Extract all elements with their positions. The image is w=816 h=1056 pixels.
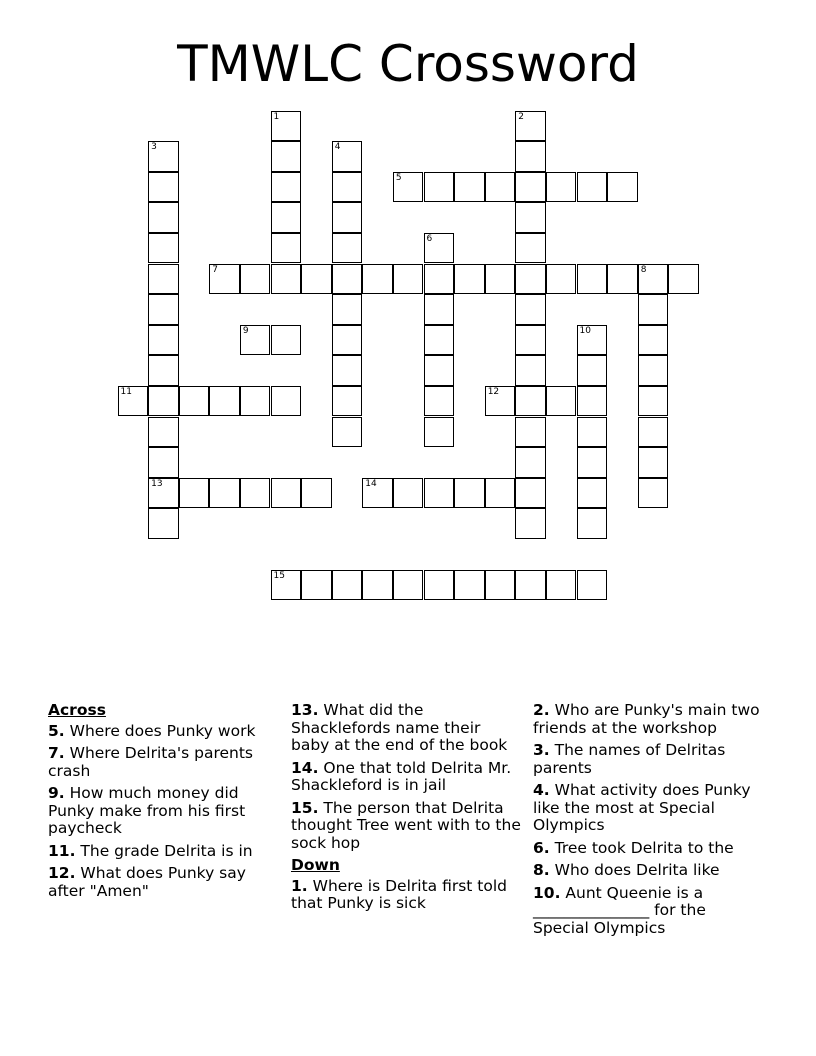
grid-cell[interactable] bbox=[362, 264, 393, 295]
grid-cell[interactable] bbox=[424, 478, 455, 509]
grid-cell[interactable] bbox=[515, 294, 546, 325]
clue-across-5: 5. Where does Punky work bbox=[48, 721, 256, 740]
grid-cell[interactable] bbox=[546, 386, 577, 417]
grid-cell[interactable] bbox=[638, 447, 669, 478]
grid-cell[interactable] bbox=[332, 202, 363, 233]
grid-cell[interactable] bbox=[515, 264, 546, 295]
grid-cell[interactable] bbox=[515, 478, 546, 509]
grid-cell[interactable] bbox=[148, 355, 179, 386]
clue-down-2: 2. Who are Punky's main two friends at the workshop bbox=[533, 701, 760, 737]
grid-cell[interactable] bbox=[393, 478, 424, 509]
grid-cell[interactable] bbox=[515, 355, 546, 386]
clue-number: 11 bbox=[120, 386, 132, 397]
grid-cell[interactable] bbox=[638, 264, 669, 295]
grid-cell[interactable] bbox=[271, 202, 302, 233]
grid-cell[interactable] bbox=[393, 172, 424, 203]
clue-across-7: 7. Where Delrita's parents crash bbox=[48, 744, 253, 780]
grid-cell[interactable] bbox=[332, 417, 363, 448]
grid-cell[interactable] bbox=[577, 508, 608, 539]
grid-cell[interactable] bbox=[607, 172, 638, 203]
clue-number: 1 bbox=[273, 111, 280, 122]
grid-cell[interactable] bbox=[118, 386, 149, 417]
grid-cell[interactable] bbox=[271, 111, 302, 142]
grid-cell[interactable] bbox=[638, 417, 669, 448]
grid-cell[interactable] bbox=[301, 570, 332, 601]
clue-down-1: 1. Where is Delrita first told that Punky is sick bbox=[291, 876, 507, 912]
grid-cell[interactable] bbox=[577, 325, 608, 356]
grid-cell[interactable] bbox=[577, 478, 608, 509]
grid-cell[interactable] bbox=[332, 233, 363, 264]
clue-number: 10 bbox=[579, 325, 591, 336]
grid-cell[interactable] bbox=[515, 172, 546, 203]
clues-column-1 bbox=[48, 702, 280, 905]
grid-cell[interactable] bbox=[209, 478, 240, 509]
grid-cell[interactable] bbox=[546, 570, 577, 601]
grid-cell[interactable] bbox=[424, 570, 455, 601]
clue-down-3: 3. The names of Delritas parents bbox=[533, 741, 726, 777]
grid-cell[interactable] bbox=[332, 294, 363, 325]
clue-number: 12 bbox=[487, 386, 500, 397]
grid-cell[interactable] bbox=[515, 417, 546, 448]
clue-down-8: 8. Who does Delrita like bbox=[533, 861, 720, 879]
grid-cell[interactable] bbox=[485, 172, 516, 203]
grid-cell[interactable] bbox=[240, 264, 271, 295]
grid-cell[interactable] bbox=[485, 264, 516, 295]
grid-cell[interactable] bbox=[577, 570, 608, 601]
clue-down-10: 10. Aunt Queenie is a _______________ for the Special Olympics bbox=[533, 883, 706, 937]
clues-column-2 bbox=[291, 702, 523, 918]
grid-cell[interactable] bbox=[393, 264, 424, 295]
grid-cell[interactable] bbox=[515, 111, 546, 142]
grid-cell[interactable] bbox=[240, 325, 271, 356]
clues-column-3 bbox=[533, 702, 765, 942]
grid-cell[interactable] bbox=[424, 264, 455, 295]
grid-cell[interactable] bbox=[546, 264, 577, 295]
clue-across-14: 14. One that told Delrita Mr. Shackleford is in jail bbox=[291, 758, 512, 794]
grid-cell[interactable] bbox=[301, 478, 332, 509]
grid-cell[interactable] bbox=[148, 478, 179, 509]
grid-cell[interactable] bbox=[179, 386, 210, 417]
grid-cell[interactable] bbox=[515, 233, 546, 264]
grid-cell[interactable] bbox=[424, 172, 455, 203]
clue-number: 5 bbox=[395, 172, 402, 183]
grid-cell[interactable] bbox=[454, 172, 485, 203]
clue-down-4: 4. What activity does Punky like the most at Special Olympics bbox=[533, 781, 751, 834]
grid-cell[interactable] bbox=[638, 294, 669, 325]
clue-number: 15 bbox=[273, 570, 285, 581]
grid-cell[interactable] bbox=[515, 386, 546, 417]
clue-across-11: 11. The grade Delrita is in bbox=[48, 841, 253, 860]
grid-cell[interactable] bbox=[148, 508, 179, 539]
clue-across-9: 9. How much money did Punky make from his first paycheck bbox=[48, 784, 246, 837]
grid-cell[interactable] bbox=[362, 478, 393, 509]
grid-cell[interactable] bbox=[577, 172, 608, 203]
clue-number: 13 bbox=[151, 478, 163, 489]
grid-cell[interactable] bbox=[148, 264, 179, 295]
grid-cell[interactable] bbox=[515, 202, 546, 233]
clue-down-6: 6. Tree took Delrita to the bbox=[533, 838, 734, 857]
page-title: TMWLC Crossword bbox=[177, 35, 639, 93]
grid-cell[interactable] bbox=[148, 172, 179, 203]
grid-cell[interactable] bbox=[332, 570, 363, 601]
grid-cell[interactable] bbox=[332, 264, 363, 295]
clue-number: 4 bbox=[334, 142, 341, 153]
grid-cell[interactable] bbox=[271, 141, 302, 172]
grid-cell[interactable] bbox=[240, 478, 271, 509]
grid-cell[interactable] bbox=[515, 570, 546, 601]
grid-cell[interactable] bbox=[271, 570, 302, 601]
grid-cell[interactable] bbox=[332, 141, 363, 172]
grid-cell[interactable] bbox=[638, 325, 669, 356]
grid-cell[interactable] bbox=[515, 141, 546, 172]
grid-cell[interactable] bbox=[148, 233, 179, 264]
grid-cell[interactable] bbox=[577, 447, 608, 478]
clue-number: 7 bbox=[212, 264, 219, 275]
grid-cell[interactable] bbox=[332, 386, 363, 417]
grid-cell[interactable] bbox=[577, 355, 608, 386]
clue-across-13: 13. What did the Shacklefords name their baby at the end of the book bbox=[291, 701, 508, 754]
grid-cell[interactable] bbox=[424, 325, 455, 356]
grid-cell[interactable] bbox=[454, 478, 485, 509]
grid-cell[interactable] bbox=[240, 386, 271, 417]
grid-cell[interactable] bbox=[546, 172, 577, 203]
grid-cell[interactable] bbox=[148, 141, 179, 172]
grid-cell[interactable] bbox=[271, 172, 302, 203]
grid-cell[interactable] bbox=[332, 325, 363, 356]
grid-cell[interactable] bbox=[148, 417, 179, 448]
grid-cell[interactable] bbox=[424, 417, 455, 448]
grid-cell[interactable] bbox=[515, 508, 546, 539]
clue-number: 6 bbox=[426, 233, 433, 244]
grid-cell[interactable] bbox=[515, 325, 546, 356]
grid-cell[interactable] bbox=[148, 386, 179, 417]
grid-cell[interactable] bbox=[485, 570, 516, 601]
clue-number: 8 bbox=[640, 264, 647, 275]
grid-cell[interactable] bbox=[424, 386, 455, 417]
grid-cell[interactable] bbox=[301, 264, 332, 295]
grid-cell[interactable] bbox=[454, 570, 485, 601]
grid-cell[interactable] bbox=[271, 325, 302, 356]
grid-cell[interactable] bbox=[332, 172, 363, 203]
grid-cell[interactable] bbox=[424, 355, 455, 386]
clue-across-12: 12. What does Punky say after "Amen" bbox=[48, 864, 246, 900]
clue-number: 9 bbox=[242, 325, 249, 336]
grid-cell[interactable] bbox=[148, 447, 179, 478]
grid-cell[interactable] bbox=[638, 386, 669, 417]
across-header: Across bbox=[48, 701, 106, 719]
grid-cell[interactable] bbox=[485, 478, 516, 509]
down-header: Down bbox=[291, 856, 340, 874]
grid-cell[interactable] bbox=[332, 355, 363, 386]
grid-cell[interactable] bbox=[577, 417, 608, 448]
clue-across-15: 15. The person that Delrita thought Tree went with to the sock hop bbox=[291, 798, 521, 852]
grid-cell[interactable] bbox=[271, 478, 302, 509]
grid-cell[interactable] bbox=[362, 570, 393, 601]
grid-cell[interactable] bbox=[668, 264, 699, 295]
grid-cell[interactable] bbox=[148, 202, 179, 233]
grid-cell[interactable] bbox=[577, 264, 608, 295]
grid-cell[interactable] bbox=[424, 294, 455, 325]
grid-cell[interactable] bbox=[393, 570, 424, 601]
grid-cell[interactable] bbox=[424, 233, 455, 264]
grid-cell[interactable] bbox=[454, 264, 485, 295]
clue-number: 3 bbox=[151, 142, 157, 153]
clue-number: 14 bbox=[365, 478, 377, 489]
clue-number: 2 bbox=[518, 111, 525, 122]
grid-cell[interactable] bbox=[209, 264, 240, 295]
grid-cell[interactable] bbox=[271, 264, 302, 295]
grid-cell[interactable] bbox=[638, 478, 669, 509]
grid-cell[interactable] bbox=[209, 386, 240, 417]
grid-cell[interactable] bbox=[485, 386, 516, 417]
grid-cell[interactable] bbox=[179, 478, 210, 509]
grid-cell[interactable] bbox=[148, 325, 179, 356]
grid-cell[interactable] bbox=[515, 447, 546, 478]
grid-cell[interactable] bbox=[638, 355, 669, 386]
grid-cell[interactable] bbox=[148, 294, 179, 325]
grid-cell[interactable] bbox=[271, 233, 302, 264]
grid-cell[interactable] bbox=[271, 386, 302, 417]
grid-cell[interactable] bbox=[577, 386, 608, 417]
grid-cell[interactable] bbox=[607, 264, 638, 295]
